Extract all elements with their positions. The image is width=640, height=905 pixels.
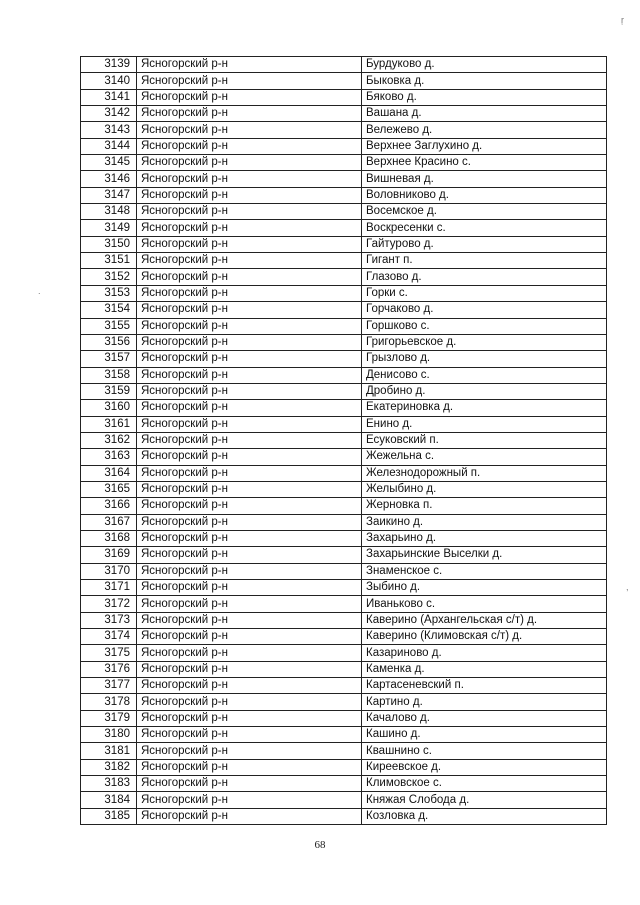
district-cell: Ясногорский р-н (137, 743, 362, 759)
settlement-cell: Жерновка п. (362, 498, 607, 514)
table-row (81, 138, 607, 154)
table-row (81, 236, 607, 252)
row-number-cell: 3152 (81, 269, 137, 285)
table-row (81, 481, 607, 497)
settlement-cell: Козловка д. (362, 808, 607, 824)
district-cell: Ясногорский р-н (137, 253, 362, 269)
table-row (81, 678, 607, 694)
row-number-cell: 3164 (81, 465, 137, 481)
table-row (81, 808, 607, 824)
row-number-cell: 3155 (81, 318, 137, 334)
row-number-cell: 3185 (81, 808, 137, 824)
settlement-cell: Воловниково д. (362, 187, 607, 203)
table-row (81, 171, 607, 187)
row-number-cell: 3140 (81, 73, 137, 89)
page-number: 68 (314, 839, 326, 851)
table-row (81, 253, 607, 269)
district-cell: Ясногорский р-н (137, 776, 362, 792)
table-row (81, 596, 607, 612)
settlement-cell: Качалово д. (362, 710, 607, 726)
row-number-cell: 3149 (81, 220, 137, 236)
district-cell: Ясногорский р-н (137, 155, 362, 171)
district-cell: Ясногорский р-н (137, 351, 362, 367)
table-row (81, 351, 607, 367)
table-row (81, 334, 607, 350)
row-number-cell: 3157 (81, 351, 137, 367)
table-row (81, 318, 607, 334)
table-row (81, 383, 607, 399)
settlement-cell: Кашино д. (362, 727, 607, 743)
district-cell: Ясногорский р-н (137, 449, 362, 465)
table-row (81, 759, 607, 775)
settlement-cell: Есуковский п. (362, 432, 607, 448)
settlement-cell: Климовское с. (362, 776, 607, 792)
settlement-cell: Киреевское д. (362, 759, 607, 775)
row-number-cell: 3150 (81, 236, 137, 252)
row-number-cell: 3171 (81, 580, 137, 596)
district-cell: Ясногорский р-н (137, 547, 362, 563)
district-cell: Ясногорский р-н (137, 318, 362, 334)
settlement-cell: Верхнее Заглухино д. (362, 138, 607, 154)
row-number-cell: 3154 (81, 302, 137, 318)
row-number-cell: 3179 (81, 710, 137, 726)
table-row (81, 710, 607, 726)
table-row (81, 465, 607, 481)
district-cell: Ясногорский р-н (137, 302, 362, 318)
district-cell: Ясногорский р-н (137, 808, 362, 824)
table-row (81, 580, 607, 596)
district-cell: Ясногорский р-н (137, 122, 362, 138)
settlement-cell: Григорьевское д. (362, 334, 607, 350)
settlement-cell: Бурдуково д. (362, 57, 607, 73)
table-row (81, 498, 607, 514)
scan-speck-mark: . (38, 286, 41, 296)
settlement-cell: Картино д. (362, 694, 607, 710)
table-row (81, 416, 607, 432)
settlement-cell: Горчаково д. (362, 302, 607, 318)
district-cell: Ясногорский р-н (137, 400, 362, 416)
row-number-cell: 3174 (81, 629, 137, 645)
district-cell: Ясногорский р-н (137, 792, 362, 808)
row-number-cell: 3144 (81, 138, 137, 154)
row-number-cell: 3170 (81, 563, 137, 579)
district-cell: Ясногорский р-н (137, 530, 362, 546)
row-number-cell: 3168 (81, 530, 137, 546)
row-number-cell: 3146 (81, 171, 137, 187)
table-row (81, 155, 607, 171)
row-number-cell: 3163 (81, 449, 137, 465)
district-cell: Ясногорский р-н (137, 432, 362, 448)
district-cell: Ясногорский р-н (137, 89, 362, 105)
table-row (81, 629, 607, 645)
table-row (81, 367, 607, 383)
row-number-cell: 3145 (81, 155, 137, 171)
settlement-cell: Верхнее Красино с. (362, 155, 607, 171)
settlement-table (80, 56, 607, 825)
table-row (81, 612, 607, 628)
row-number-cell: 3160 (81, 400, 137, 416)
settlement-cell: Восемское д. (362, 204, 607, 220)
scan-comma-mark: , (626, 582, 629, 592)
table-row (81, 694, 607, 710)
district-cell: Ясногорский р-н (137, 367, 362, 383)
district-cell: Ясногорский р-н (137, 498, 362, 514)
district-cell: Ясногорский р-н (137, 694, 362, 710)
table-row (81, 106, 607, 122)
district-cell: Ясногорский р-н (137, 220, 362, 236)
table-row (81, 57, 607, 73)
table-row (81, 89, 607, 105)
settlement-cell: Горшково с. (362, 318, 607, 334)
district-cell: Ясногорский р-н (137, 629, 362, 645)
row-number-cell: 3184 (81, 792, 137, 808)
row-number-cell: 3173 (81, 612, 137, 628)
settlement-cell: Каменка д. (362, 661, 607, 677)
settlement-cell: Квашнино с. (362, 743, 607, 759)
table-row (81, 792, 607, 808)
district-cell: Ясногорский р-н (137, 138, 362, 154)
table-row (81, 400, 607, 416)
table-row (81, 204, 607, 220)
district-cell: Ясногорский р-н (137, 727, 362, 743)
settlement-cell: Желыбино д. (362, 481, 607, 497)
settlement-cell: Вашана д. (362, 106, 607, 122)
row-number-cell: 3175 (81, 645, 137, 661)
table-row (81, 645, 607, 661)
district-cell: Ясногорский р-н (137, 481, 362, 497)
settlement-cell: Екатериновка д. (362, 400, 607, 416)
row-number-cell: 3143 (81, 122, 137, 138)
row-number-cell: 3178 (81, 694, 137, 710)
district-cell: Ясногорский р-н (137, 759, 362, 775)
district-cell: Ясногорский р-н (137, 171, 362, 187)
district-cell: Ясногорский р-н (137, 416, 362, 432)
settlement-cell: Жежельна с. (362, 449, 607, 465)
row-number-cell: 3165 (81, 481, 137, 497)
row-number-cell: 3180 (81, 727, 137, 743)
district-cell: Ясногорский р-н (137, 612, 362, 628)
table-row (81, 727, 607, 743)
table-row (81, 530, 607, 546)
table-row (81, 776, 607, 792)
settlement-cell: Глазово д. (362, 269, 607, 285)
row-number-cell: 3181 (81, 743, 137, 759)
district-cell: Ясногорский р-н (137, 580, 362, 596)
row-number-cell: 3151 (81, 253, 137, 269)
table-row (81, 302, 607, 318)
row-number-cell: 3147 (81, 187, 137, 203)
settlement-cell: Каверино (Архангельская с/т) д. (362, 612, 607, 628)
row-number-cell: 3167 (81, 514, 137, 530)
settlement-cell: Знаменское с. (362, 563, 607, 579)
settlement-cell: Картасеневский п. (362, 678, 607, 694)
settlement-cell: Зыбино д. (362, 580, 607, 596)
table-row (81, 187, 607, 203)
row-number-cell: 3183 (81, 776, 137, 792)
row-number-cell: 3172 (81, 596, 137, 612)
district-cell: Ясногорский р-н (137, 57, 362, 73)
table-row (81, 122, 607, 138)
row-number-cell: 3177 (81, 678, 137, 694)
row-number-cell: 3156 (81, 334, 137, 350)
district-cell: Ясногорский р-н (137, 187, 362, 203)
table-row (81, 547, 607, 563)
district-cell: Ясногорский р-н (137, 678, 362, 694)
table-row (81, 514, 607, 530)
settlement-cell: Иваньково с. (362, 596, 607, 612)
row-number-cell: 3182 (81, 759, 137, 775)
settlement-cell: Вишневая д. (362, 171, 607, 187)
settlement-cell: Захарьино д. (362, 530, 607, 546)
district-cell: Ясногорский р-н (137, 465, 362, 481)
district-cell: Ясногорский р-н (137, 661, 362, 677)
row-number-cell: 3166 (81, 498, 137, 514)
district-cell: Ясногорский р-н (137, 269, 362, 285)
district-cell: Ясногорский р-н (137, 710, 362, 726)
row-number-cell: 3158 (81, 367, 137, 383)
table-body (81, 57, 607, 825)
district-cell: Ясногорский р-н (137, 236, 362, 252)
district-cell: Ясногорский р-н (137, 563, 362, 579)
district-cell: Ясногорский р-н (137, 204, 362, 220)
row-number-cell: 3148 (81, 204, 137, 220)
settlement-cell: Грызлово д. (362, 351, 607, 367)
settlement-cell: Заикино д. (362, 514, 607, 530)
settlement-cell: Гайтурово д. (362, 236, 607, 252)
district-cell: Ясногорский р-н (137, 334, 362, 350)
settlement-cell: Бяково д. (362, 89, 607, 105)
table-row (81, 563, 607, 579)
settlement-cell: Княжая Слобода д. (362, 792, 607, 808)
table-row (81, 449, 607, 465)
district-cell: Ясногорский р-н (137, 596, 362, 612)
scan-edge-mark: ŗ (621, 15, 624, 25)
row-number-cell: 3139 (81, 57, 137, 73)
district-cell: Ясногорский р-н (137, 645, 362, 661)
row-number-cell: 3141 (81, 89, 137, 105)
settlement-cell: Денисово с. (362, 367, 607, 383)
table-row (81, 73, 607, 89)
district-cell: Ясногорский р-н (137, 383, 362, 399)
settlement-cell: Захарьинские Выселки д. (362, 547, 607, 563)
row-number-cell: 3142 (81, 106, 137, 122)
district-cell: Ясногорский р-н (137, 73, 362, 89)
settlement-cell: Каверино (Климовская с/т) д. (362, 629, 607, 645)
district-cell: Ясногорский р-н (137, 106, 362, 122)
settlement-cell: Горки с. (362, 285, 607, 301)
settlement-cell: Быковка д. (362, 73, 607, 89)
district-cell: Ясногорский р-н (137, 285, 362, 301)
table-row (81, 269, 607, 285)
row-number-cell: 3159 (81, 383, 137, 399)
settlement-cell: Дробино д. (362, 383, 607, 399)
table-row (81, 661, 607, 677)
table-row (81, 285, 607, 301)
settlement-cell: Вележево д. (362, 122, 607, 138)
row-number-cell: 3162 (81, 432, 137, 448)
table-row (81, 220, 607, 236)
table-row (81, 432, 607, 448)
table-row (81, 743, 607, 759)
settlement-cell: Казариново д. (362, 645, 607, 661)
row-number-cell: 3161 (81, 416, 137, 432)
settlement-cell: Енино д. (362, 416, 607, 432)
row-number-cell: 3176 (81, 661, 137, 677)
settlement-cell: Воскресенки с. (362, 220, 607, 236)
district-cell: Ясногорский р-н (137, 514, 362, 530)
row-number-cell: 3153 (81, 285, 137, 301)
row-number-cell: 3169 (81, 547, 137, 563)
settlement-cell: Гигант п. (362, 253, 607, 269)
settlement-cell: Железнодорожный п. (362, 465, 607, 481)
